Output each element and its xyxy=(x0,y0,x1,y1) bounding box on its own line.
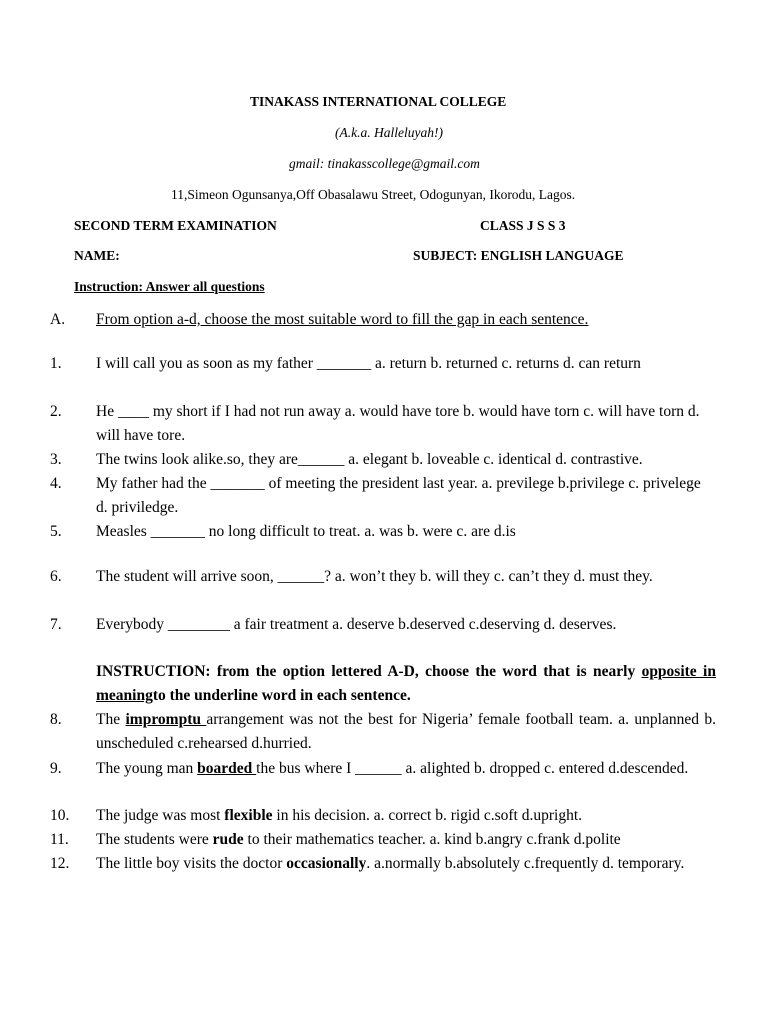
question-number: 1. xyxy=(50,355,62,372)
question-text: The student will arrive soon, ______? a. won’t they b. will they c. can’t they d. must they. xyxy=(96,568,653,585)
question-pre: The little boy visits the doctor xyxy=(96,855,287,872)
general-instruction: Instruction: Answer all questions xyxy=(74,279,265,294)
question-text xyxy=(96,804,716,828)
question-number: 10. xyxy=(50,807,70,824)
question-number: 8. xyxy=(50,711,62,728)
question-post: to their mathematics teacher. a. kind b.angry c.frank d.polite xyxy=(243,831,621,848)
question-number: 4. xyxy=(50,475,62,492)
question-text: My father had the _______ of meeting the president last year. a. previlege b.privilege c. privelege d. priviledge. xyxy=(96,475,701,516)
question-text xyxy=(96,828,716,852)
question-number: 7. xyxy=(50,616,62,633)
question-post: arrangement was not the best for Nigeria’ female football team. a. unplanned b. unscheduled c.rehearsed d.hurried. xyxy=(96,711,716,752)
name-label: NAME: xyxy=(74,248,120,263)
question-number: 2. xyxy=(50,403,62,420)
section-a-title: From option a-d, choose the most suitable word to fill the gap in each sentence. xyxy=(96,311,589,328)
question-pre: The students were xyxy=(96,831,213,848)
question-text xyxy=(96,708,716,756)
question-text: The twins look alike.so, they are______ a. elegant b. loveable c. identical d. contrastive. xyxy=(96,451,643,468)
question-keyword: boarded xyxy=(197,760,257,777)
school-address: 11,Simeon Ogunsanya,Off Obasalawu Street, Odogunyan, Ikorodu, Lagos. xyxy=(171,187,576,202)
question-keyword: rude xyxy=(212,831,244,848)
school-name: TINAKASS INTERNATIONAL COLLEGE xyxy=(250,94,507,109)
question-post: the bus where I ______ a. alighted b. dropped c. entered d.descended. xyxy=(256,760,689,777)
question-text: Measles _______ no long difficult to treat. a. was b. were c. are d.is xyxy=(96,523,516,540)
question-number: 12. xyxy=(50,855,70,872)
school-aka: (A.k.a. Halleluyah!) xyxy=(335,125,443,140)
question-text: Everybody ________ a fair treatment a. deserve b.deserved c.deserving d. deserves. xyxy=(96,616,617,633)
question-post: in his decision. a. correct b. rigid c.soft d.upright. xyxy=(272,807,583,824)
question-text: He ____ my short if I had not run away a. would have tore b. would have torn c. will have torn d. will have tore. xyxy=(96,403,700,444)
section-a-letter: A. xyxy=(50,311,66,328)
question-pre: The judge was most xyxy=(96,807,225,824)
instruction-b-part3: to the underline word in each sentence. xyxy=(152,687,411,704)
question-keyword: flexible xyxy=(224,807,273,824)
question-keyword: impromptu xyxy=(125,711,207,728)
section-b-instruction xyxy=(96,660,716,708)
subject-label: SUBJECT: ENGLISH LANGUAGE xyxy=(413,248,624,263)
question-text: I will call you as soon as my father _______ a. return b. returned c. returns d. can return xyxy=(96,355,641,372)
question-number: 6. xyxy=(50,568,62,585)
question-pre: The young man xyxy=(96,760,198,777)
question-text xyxy=(96,852,716,876)
question-text xyxy=(96,757,716,781)
question-post: . a.normally b.absolutely c.frequently d. temporary. xyxy=(366,855,685,872)
instruction-b-underlined: opposite in meaning xyxy=(96,663,716,704)
question-number: 3. xyxy=(50,451,62,468)
class-label: CLASS J S S 3 xyxy=(480,218,566,233)
question-keyword: occasionally xyxy=(286,855,367,872)
school-email: gmail: tinakasscollege@gmail.com xyxy=(289,156,480,171)
question-number: 9. xyxy=(50,760,62,777)
question-number: 11. xyxy=(50,831,69,848)
instruction-b-part1: INSTRUCTION: from the option lettered A-D, choose the word that is nearly xyxy=(96,663,642,680)
exam-title: SECOND TERM EXAMINATION xyxy=(74,218,277,233)
question-number: 5. xyxy=(50,523,62,540)
question-pre: The xyxy=(96,711,126,728)
